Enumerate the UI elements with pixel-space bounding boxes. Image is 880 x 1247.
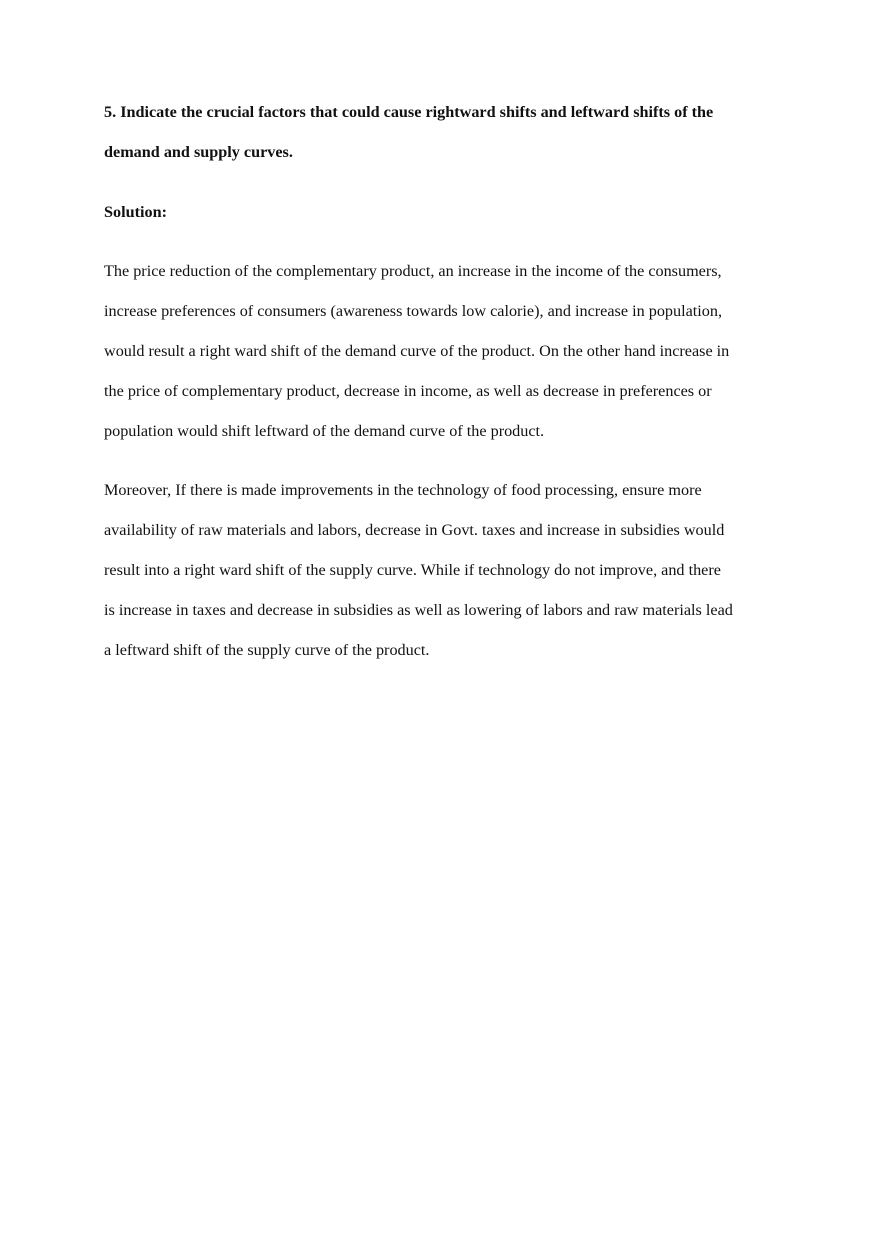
- paragraph-line: The price reduction of the complementary product, an increase in the income of the consumers,: [104, 262, 722, 281]
- paragraph-line: availability of raw materials and labors, decrease in Govt. taxes and increase in subsidies would: [104, 521, 725, 540]
- paragraph-line: Moreover, If there is made improvements in the technology of food processing, ensure more: [104, 481, 702, 500]
- question-heading: [104, 93, 790, 173]
- paragraph-supply: [104, 471, 790, 670]
- question-line: demand and supply curves.: [104, 142, 293, 161]
- paragraph-line: the price of complementary product, decrease in income, as well as decrease in preferences or: [104, 381, 712, 400]
- paragraph-line: population would shift leftward of the demand curve of the product.: [104, 421, 545, 440]
- paragraph-line: a leftward shift of the supply curve of the product.: [104, 640, 430, 659]
- question-line: 5. Indicate the crucial factors that could cause rightward shifts and leftward shifts of the: [104, 103, 714, 121]
- paragraph-line: is increase in taxes and decrease in subsidies as well as lowering of labors and raw materials lead: [104, 600, 733, 619]
- paragraph-line: result into a right ward shift of the supply curve. While if technology do not improve, and there: [104, 560, 721, 579]
- solution-heading: Solution:: [104, 202, 167, 221]
- paragraph-line: would result a right ward shift of the demand curve of the product. On the other hand increase in: [104, 341, 730, 360]
- paragraph-line: increase preferences of consumers (awareness towards low calorie), and increase in population,: [104, 302, 723, 321]
- paragraph-demand: [104, 252, 790, 451]
